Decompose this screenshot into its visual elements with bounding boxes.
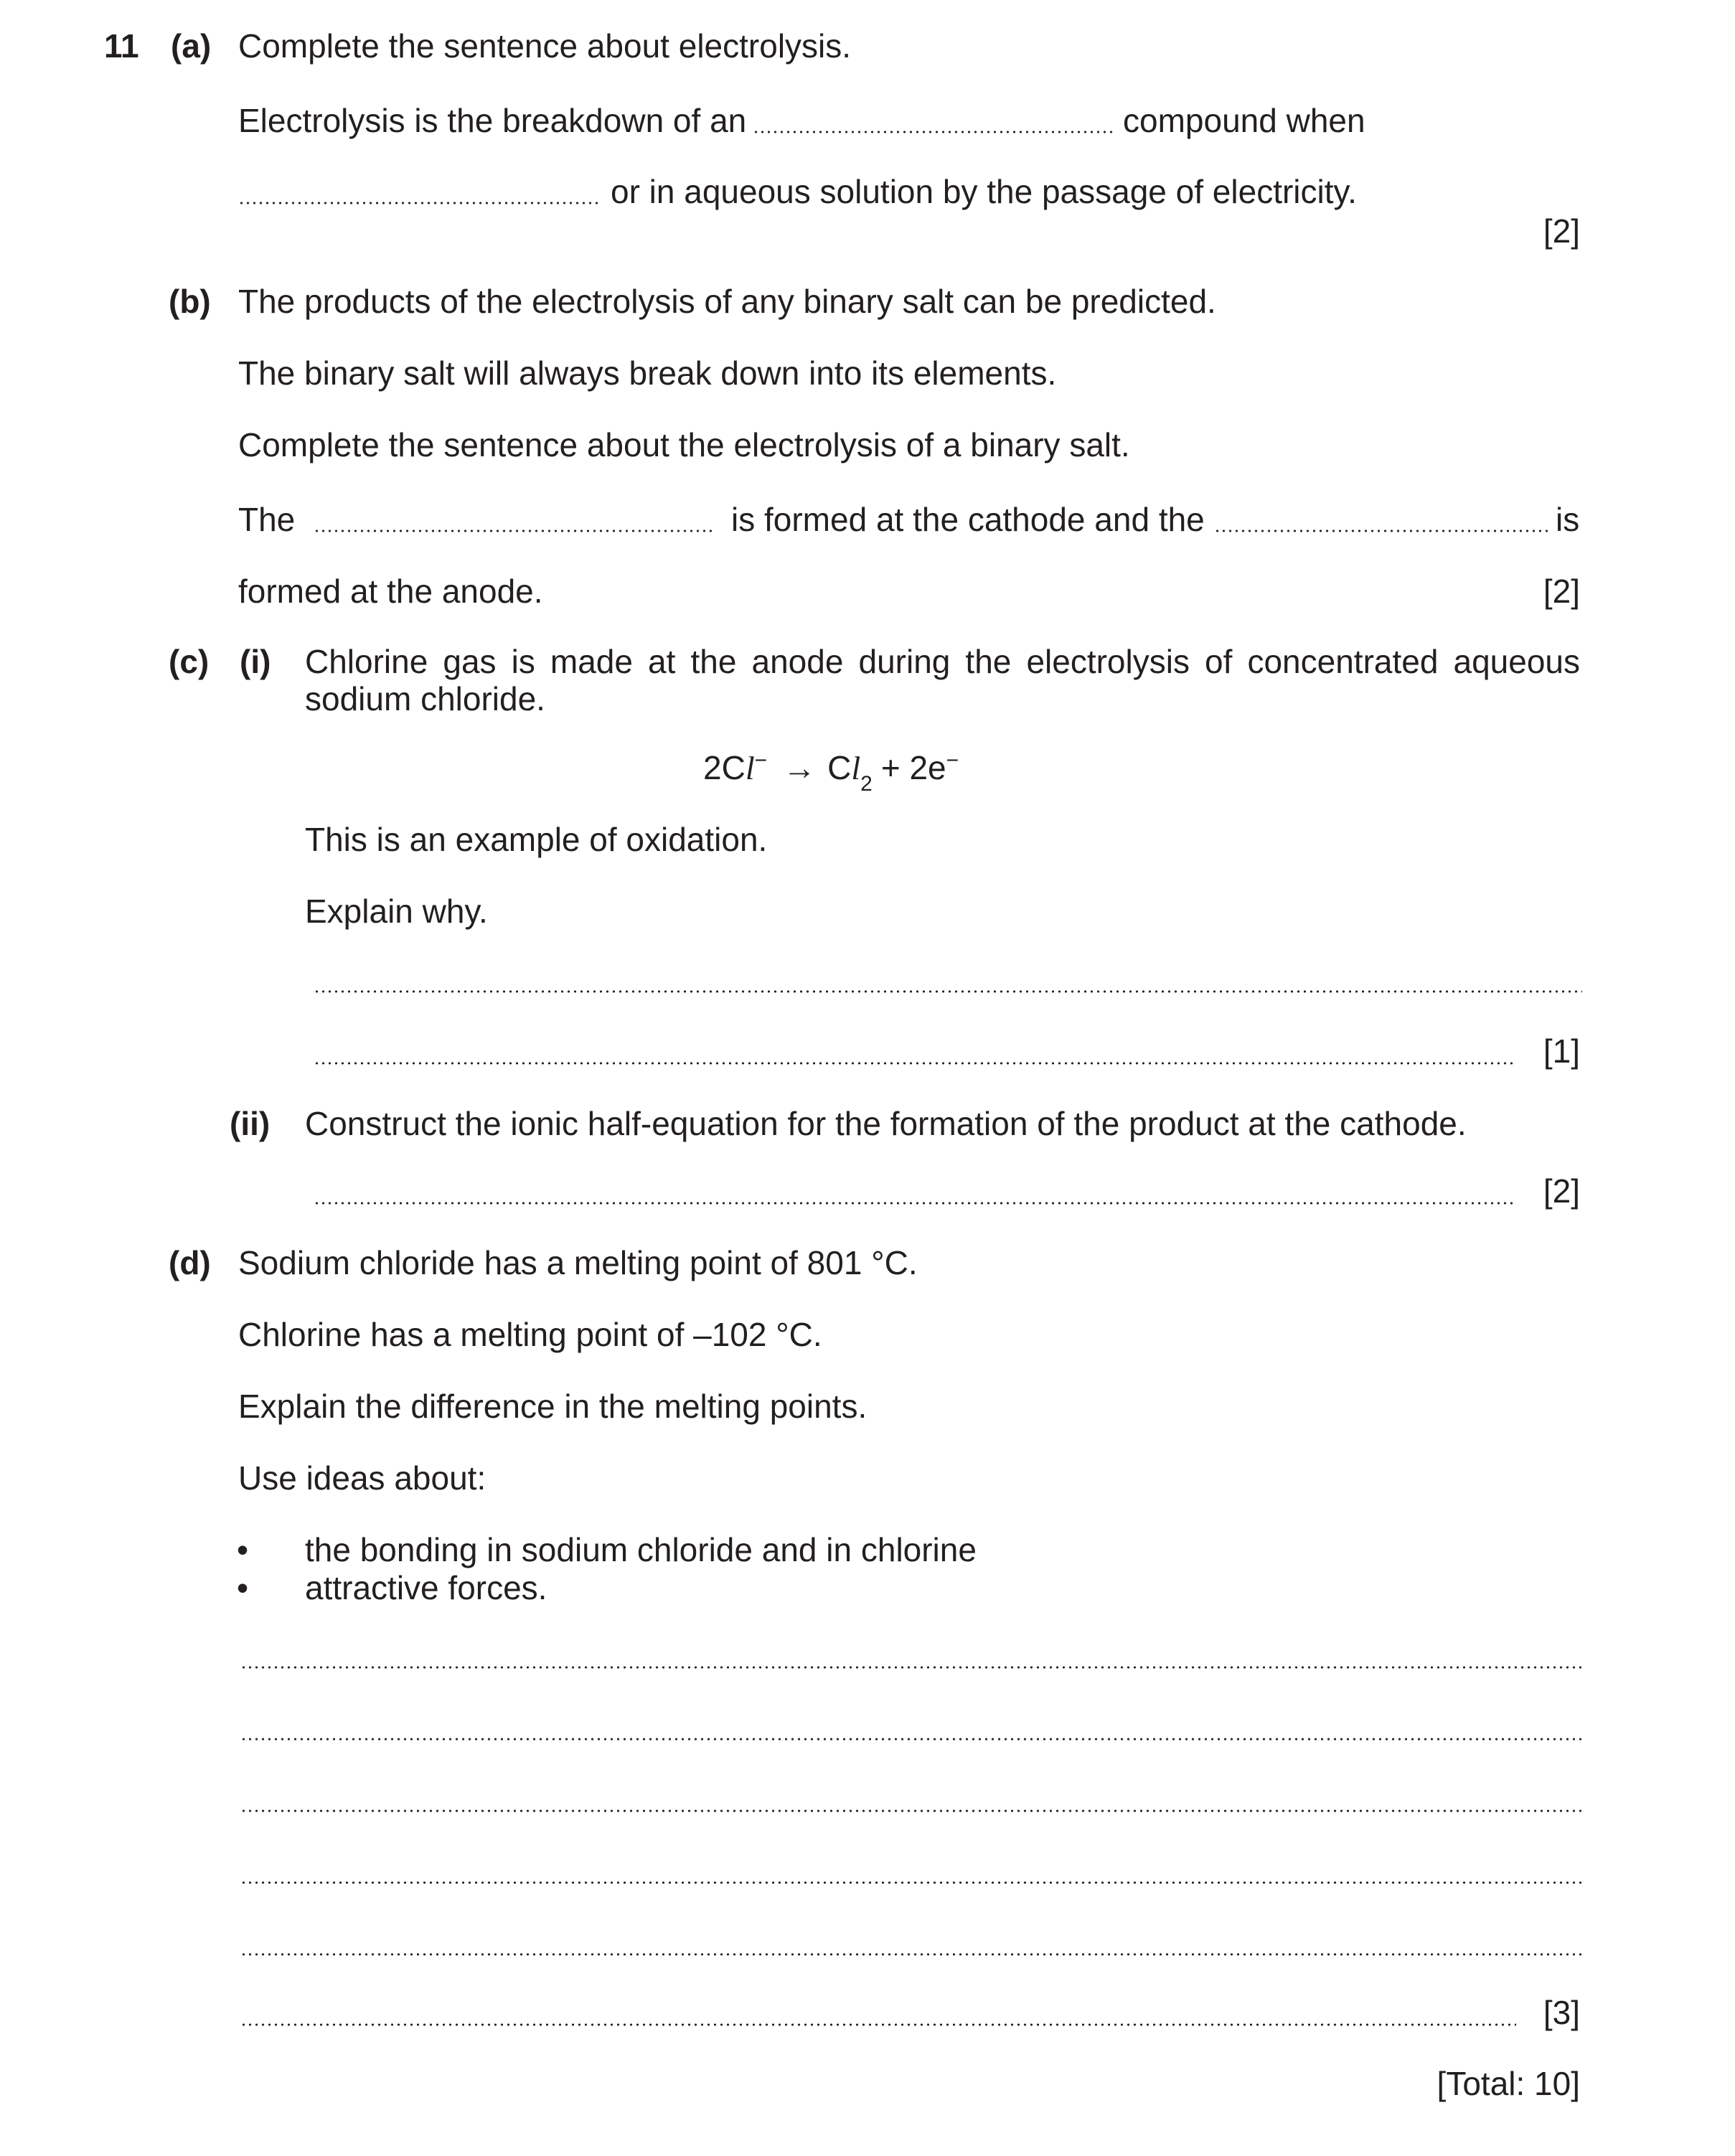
equation-lhs-l: l bbox=[745, 750, 755, 786]
equation-rhs-plus: + 2e bbox=[880, 749, 946, 786]
part-c-label: (c) bbox=[169, 643, 210, 680]
equation-lhs-coef: 2C bbox=[703, 749, 746, 786]
part-d-text1: Sodium chloride has a melting point of 801 °C. bbox=[238, 1244, 918, 1281]
part-a-marks: [2] bbox=[1543, 212, 1580, 250]
part-c-i-statement: This is an example of oxidation. bbox=[305, 821, 768, 858]
bullet-2-text: attractive forces. bbox=[305, 1569, 547, 1606]
part-b-line1-start: The bbox=[238, 501, 296, 538]
part-a-label: (a) bbox=[171, 27, 212, 65]
part-b-text1: The products of the electrolysis of any binary salt can be predicted. bbox=[238, 283, 1216, 320]
bullet-1-text: the bonding in sodium chloride and in chlorine bbox=[305, 1531, 977, 1568]
part-c-ii-text: Construct the ionic half-equation for the formation of the product at the cathode. bbox=[305, 1105, 1467, 1142]
part-c-i-label: (i) bbox=[240, 643, 271, 680]
part-d-text2: Chlorine has a melting point of –102 °C. bbox=[238, 1316, 822, 1353]
part-c-i-prompt: Explain why. bbox=[305, 893, 488, 930]
part-d-label: (d) bbox=[169, 1244, 211, 1281]
part-b-text2: The binary salt will always break down into its elements. bbox=[238, 354, 1057, 392]
part-a-instruction: Complete the sentence about electrolysis. bbox=[238, 27, 852, 65]
part-c-ii-marks: [2] bbox=[1543, 1172, 1580, 1210]
equation-rhs-l: l bbox=[851, 750, 861, 786]
question-number: 11 bbox=[104, 27, 139, 65]
part-c-i-text-line1: Chlorine gas is made at the anode during the electrolysis of concentrated aqueous bbox=[305, 643, 1580, 680]
part-b-instruction: Complete the sentence about the electrolysis of a binary salt. bbox=[238, 426, 1130, 463]
part-b-line2: formed at the anode. bbox=[238, 573, 543, 610]
part-c-i-marks: [1] bbox=[1543, 1032, 1580, 1070]
equation-rhs-c: C bbox=[827, 749, 852, 786]
part-a-line2-end: or in aqueous solution by the passage of electricity. bbox=[611, 173, 1357, 210]
equation-rhs-sub: 2 bbox=[860, 772, 873, 796]
total-marks: [Total: 10] bbox=[1437, 2065, 1580, 2102]
bullet-2-symbol: • bbox=[237, 1569, 249, 1606]
part-b-line1-mid: is formed at the cathode and the bbox=[731, 501, 1205, 538]
part-d-instruction: Explain the difference in the melting points. bbox=[238, 1388, 868, 1425]
part-a-line1-end: compound when bbox=[1123, 102, 1365, 139]
part-b-label: (b) bbox=[169, 283, 211, 320]
equation-rhs-charge: − bbox=[946, 748, 959, 773]
part-a-line1-start: Electrolysis is the breakdown of an bbox=[238, 102, 747, 139]
part-c-i-text-line2: sodium chloride. bbox=[305, 680, 545, 717]
half-equation bbox=[703, 748, 959, 796]
equation-lhs-charge: − bbox=[754, 748, 768, 773]
part-d-marks: [3] bbox=[1543, 1994, 1580, 2031]
part-c-ii-label: (ii) bbox=[230, 1105, 271, 1142]
equation-arrow: → bbox=[783, 749, 817, 786]
part-b-marks: [2] bbox=[1543, 573, 1580, 610]
bullet-1-symbol: • bbox=[237, 1531, 249, 1568]
part-d-prompt: Use ideas about: bbox=[238, 1459, 486, 1497]
part-b-line1-end: is bbox=[1556, 501, 1580, 538]
